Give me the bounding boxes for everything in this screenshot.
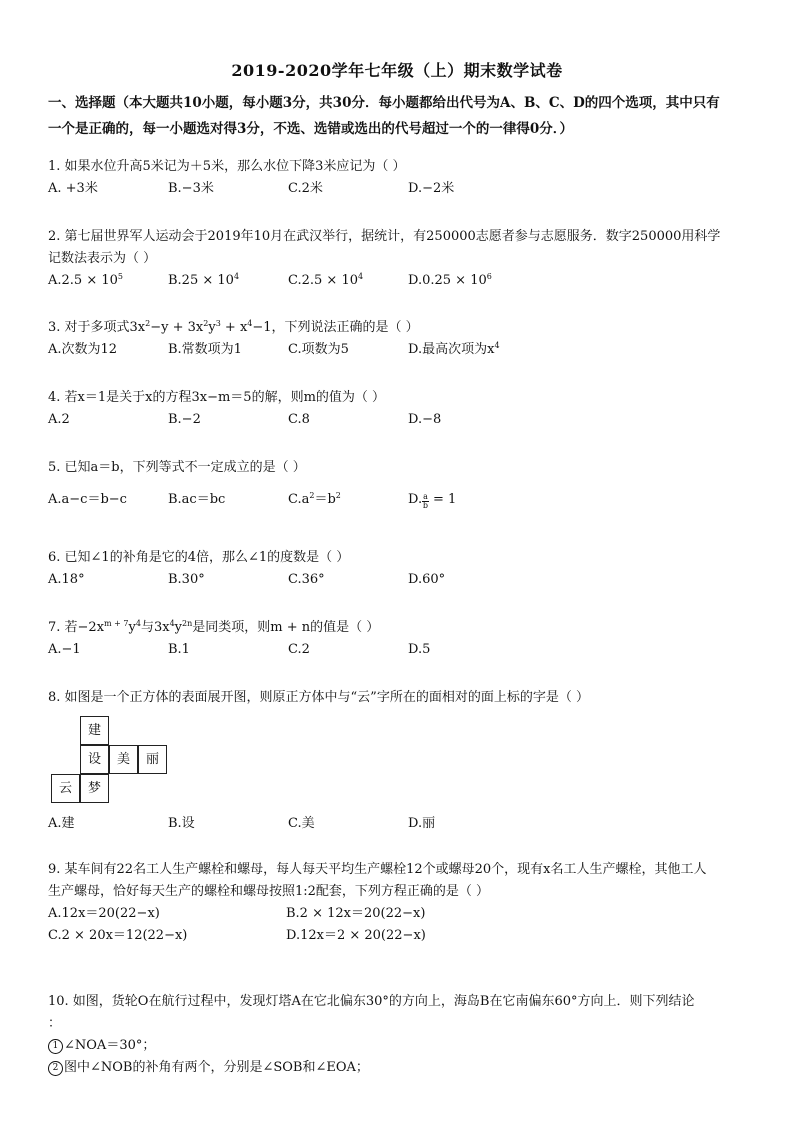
option-d[interactable]: D.12x＝2 × 20(22−x)	[286, 928, 426, 943]
option-c[interactable]: C.2	[288, 642, 310, 657]
net-face: 建	[80, 716, 109, 745]
stem-part: + x	[220, 320, 248, 335]
net-face: 云	[51, 774, 80, 803]
option-d-exponent: 4	[494, 341, 500, 350]
question-stem: 6. 已知∠1的补角是它的4倍，那么∠1的度数是（ ）	[48, 550, 350, 565]
option-d-base: D.最高次项为x	[408, 342, 495, 357]
option-c[interactable]: C.美	[288, 816, 315, 831]
stem-part: −1，下列说法正确的是（ ）	[252, 320, 419, 335]
fraction-numerator: a	[423, 492, 428, 501]
options-row	[48, 409, 748, 431]
stem-exponent: 4	[247, 319, 253, 328]
question-3	[48, 317, 748, 361]
options-row-2	[48, 925, 748, 947]
question-4	[48, 387, 748, 431]
option-c-exponent: 2	[335, 491, 341, 500]
option-c[interactable]: C.36°	[288, 572, 325, 587]
option-b[interactable]: B.常数项为1	[168, 342, 242, 357]
stem-part: y	[174, 620, 183, 635]
option-c-exponent: 2	[309, 491, 315, 500]
statement-text: 图中∠NOB的补角有两个，分别是∠SOB和∠EOA；	[64, 1060, 369, 1075]
option-d[interactable]	[408, 270, 492, 292]
option-c[interactable]: C.2 × 20x＝12(22−x)	[48, 928, 188, 943]
options-row	[48, 270, 748, 292]
question-5	[48, 457, 748, 511]
option-b[interactable]: B.ac＝bc	[168, 492, 226, 507]
section-instructions	[48, 90, 748, 142]
option-c-base: C.2.5 × 10	[288, 273, 358, 288]
option-b[interactable]: B.设	[168, 816, 195, 831]
options-row	[48, 489, 748, 511]
option-c[interactable]	[288, 489, 341, 511]
question-stem	[48, 617, 748, 639]
options-row	[48, 178, 748, 200]
question-stem-line-2: 记数法表示为（ ）	[48, 251, 157, 266]
option-c-exponent: 4	[358, 272, 364, 281]
option-a-base: A.2.5 × 10	[48, 273, 118, 288]
instructions-line-1: 一、选择题（本大题共10小题，每小题3分，共30分．每小题都给出代号为A、B、C、D的四个选项，其中只有	[48, 95, 720, 111]
question-stem: 8. 如图是一个正方体的表面展开图，则原正方体中与“云”字所在的面相对的面上标的字是（ ）	[48, 690, 589, 705]
instructions-line-2: 一个是正确的，每一小题选对得3分，不选、选错或选出的代号超过一个的一律得0分．）	[48, 121, 574, 137]
option-c-base: C.a	[288, 492, 310, 507]
option-c-mid: ＝b	[314, 492, 336, 507]
option-a[interactable]: A.12x＝20(22−x)	[48, 906, 160, 921]
options-row	[48, 339, 748, 361]
stem-exponent: 3	[215, 319, 221, 328]
option-d[interactable]: D.−8	[408, 412, 442, 427]
option-a[interactable]: A.2	[48, 412, 70, 427]
option-a[interactable]	[48, 270, 123, 292]
stem-exponent: 4	[135, 619, 141, 628]
option-d[interactable]	[408, 489, 456, 511]
option-b-exponent: 4	[233, 272, 240, 281]
option-d-suffix: = 1	[428, 492, 457, 507]
option-d-base: D.0.25 × 10	[408, 273, 487, 288]
net-face: 设	[80, 745, 109, 774]
question-8-options	[48, 813, 748, 835]
net-face: 梦	[80, 774, 109, 803]
stem-exponent: 2	[145, 319, 151, 328]
question-stem	[48, 317, 748, 339]
option-d[interactable]: D.−2米	[408, 181, 455, 196]
option-d[interactable]	[408, 339, 500, 361]
option-c[interactable]: C.8	[288, 412, 310, 427]
option-d[interactable]: D.丽	[408, 816, 436, 831]
question-1	[48, 156, 748, 200]
circled-number: 1	[48, 1039, 63, 1054]
stem-part: y	[208, 320, 216, 335]
circled-number: 2	[48, 1061, 63, 1076]
options-row	[48, 639, 748, 661]
stem-exponent: 2	[203, 319, 209, 328]
question-stem-line-1: 9. 某车间有22名工人生产螺栓和螺母，每人每天平均生产螺栓12个或螺母20个，现有x名工人生产螺栓，其他工人	[48, 862, 707, 877]
option-c[interactable]: C.2米	[288, 181, 323, 196]
options-row	[48, 813, 748, 835]
question-7	[48, 617, 748, 661]
question-stem: 1. 如果水位升高5米记为＋5米，那么水位下降3米应记为（ ）	[48, 159, 406, 174]
option-b-base: B.25 × 10	[168, 273, 234, 288]
cube-net-figure	[51, 716, 167, 803]
net-face: 美	[109, 745, 138, 774]
option-b[interactable]: B.−3米	[168, 181, 214, 196]
statement-1	[48, 1035, 748, 1057]
statement-text: ∠NOA＝30°；	[64, 1038, 156, 1053]
option-a[interactable]: A.建	[48, 816, 75, 831]
question-stem: 5. 已知a＝b，下列等式不一定成立的是（ ）	[48, 460, 306, 475]
fraction-denominator: b	[422, 501, 429, 510]
question-stem-line-2: ：	[48, 1016, 62, 1031]
statement-2	[48, 1057, 748, 1079]
option-c[interactable]	[288, 270, 363, 292]
question-stem-line-1: 2. 第七届世界军人运动会于2019年10月在武汉举行，据统计，有250000志愿者参与志愿服务．数字250000用科学	[48, 229, 721, 244]
option-d[interactable]: D.5	[408, 642, 431, 657]
option-b[interactable]: B.−2	[168, 412, 201, 427]
option-c[interactable]: C.项数为5	[288, 342, 349, 357]
option-a[interactable]: A.次数为12	[48, 342, 118, 357]
net-face: 丽	[138, 745, 167, 774]
options-row	[48, 569, 748, 591]
page-title: 2019-2020学年七年级（上）期末数学试卷	[231, 61, 563, 80]
option-d-prefix: D.	[408, 492, 423, 507]
question-9	[48, 859, 748, 947]
fraction	[422, 493, 429, 510]
option-d-exponent: 6	[486, 272, 492, 281]
option-b[interactable]: B.2 × 12x＝20(22−x)	[286, 906, 426, 921]
options-row-1	[48, 903, 748, 925]
option-a[interactable]: A.a−c＝b−c	[48, 492, 127, 507]
question-2	[48, 226, 748, 292]
question-stem-line-2: 生产螺母，恰好每天生产的螺栓和螺母按照1:2配套，下列方程正确的是（ ）	[48, 884, 490, 899]
stem-part: 是同类项，则m + n的值是（ ）	[192, 620, 380, 635]
stem-part: 3. 对于多项式3x	[48, 320, 146, 335]
question-8	[48, 687, 748, 709]
stem-exponent: 2n	[182, 619, 193, 628]
option-a-exponent: 5	[117, 272, 123, 281]
stem-part: −y + 3x	[150, 320, 204, 335]
stem-exponent: m + 7	[104, 619, 129, 628]
option-b[interactable]: B.30°	[168, 572, 205, 587]
stem-part: 7. 若−2x	[48, 620, 105, 635]
option-a[interactable]: A. +3米	[48, 181, 98, 196]
question-stem: 4. 若x＝1是关于x的方程3x−m＝5的解，则m的值为（ ）	[48, 390, 386, 405]
question-stem-line-1: 10. 如图，货轮O在航行过程中，发现灯塔A在它北偏东30°的方向上，海岛B在它南偏东60°方向上．则下列结论	[48, 994, 695, 1009]
option-b[interactable]: B.1	[168, 642, 190, 657]
option-d[interactable]: D.60°	[408, 572, 446, 587]
stem-part: 与3x	[140, 620, 170, 635]
option-b[interactable]	[168, 270, 239, 292]
option-a[interactable]: A.18°	[48, 572, 85, 587]
option-a[interactable]: A.−1	[48, 642, 81, 657]
question-10	[48, 991, 748, 1079]
stem-exponent: 4	[169, 619, 175, 628]
question-6	[48, 547, 748, 591]
stem-part: y	[128, 620, 136, 635]
